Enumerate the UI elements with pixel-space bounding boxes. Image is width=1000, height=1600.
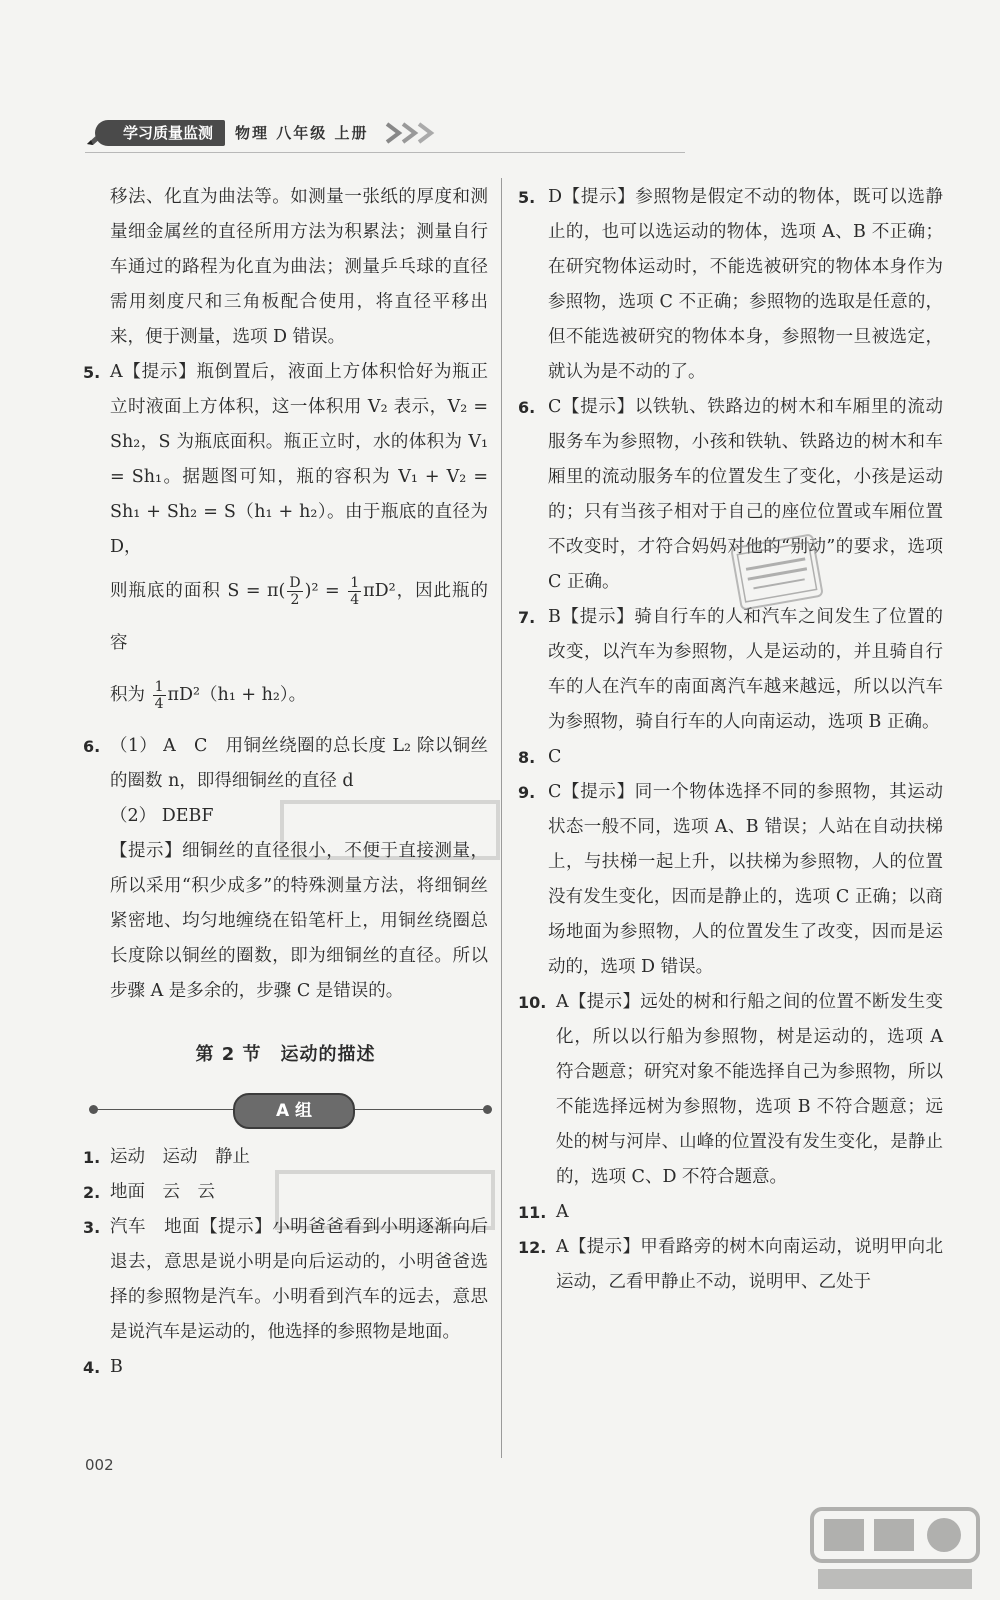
logo-icon [810,1505,980,1595]
answer-number: 6. [83,737,101,756]
answer-item [518,180,943,390]
page-number: 002 [85,1456,114,1474]
chevrons-icon [385,122,445,144]
answer-text: A【提示】甲看路旁的树木向南运动，说明甲向北运动，乙看甲静止不动，说明甲、乙处于 [556,1237,943,1292]
answer-item-5 [83,355,488,721]
continued-paragraph: 移法、化直为曲法等。如测量一张纸的厚度和测量细金属丝的直径所用方法为积累法；测量自行车通过的路程为化直为曲法；测量乒乓球的直径需用刻度尺和三角板配合使用，将直径平移出来，便于测量，选项 D 错误。 [110,187,488,347]
answer-text: 运动 运动 静止 [110,1147,250,1167]
answer-number: 7. [518,608,536,627]
answer-text: C【提示】以铁轨、铁路边的树木和车厢里的流动服务车为参照物，小孩和铁轨、铁路边的树木和车厢里的流动服务车的位置发生了变化，小孩是运动的；只有当孩子相对于自己的座位位置或车厢位置不改变时，才符合妈妈对他的“别动”的要求，选项 C 正确。 [548,397,943,592]
answer-formula-line: 则瓶底的面积 S = π( $\frac{D}{2}$ )² = $\frac{1}{4}$ πD²，因此瓶的容 [110,575,488,653]
answer-number: 5. [518,188,536,207]
answer-text: 地面 云 云 [110,1182,215,1202]
answer-number: 9. [518,783,536,802]
group-label: A 组 [233,1093,355,1129]
answer-item [518,985,943,1195]
answer-text: C [548,747,562,767]
section-title: 第 2 节 运动的描述 [195,1044,376,1065]
answer-item-6 [83,729,488,1009]
group-bar-dot [89,1105,98,1114]
answer-item [518,390,943,600]
answer-hint: 【提示】细铜丝的直径很小，不便于直接测量，所以采用“积少成多”的特殊测量方法，将细铜丝紧密地、均匀地缠绕在铅笔杆上，用铜丝绕圈总长度除以铜丝的圈数，即为细铜丝的直径。所以步骤 A 是多余的，步骤 C 是错误的。 [110,841,488,1001]
answer-item [83,1210,488,1350]
answer-item [518,1230,943,1300]
answer-text: A [556,1202,569,1222]
fraction-one-quarter: $\frac{1}{4}$ [350,575,360,608]
answer-item [518,775,943,985]
series-title: 学习质量监测 [95,120,225,146]
answer-number: 11. [518,1203,547,1222]
answer-item [518,740,943,775]
answer-number: 4. [83,1358,101,1377]
answer-text: （2） DEBF [110,806,214,826]
answer-number: 12. [518,1238,547,1257]
answer-number: 3. [83,1218,101,1237]
answer-number: 6. [518,398,536,417]
header-rule [85,152,685,153]
watermark-logo [810,1505,980,1595]
answer-number: 1. [83,1148,101,1167]
group-bar-dot [483,1105,492,1114]
stamp-icon [732,536,821,609]
answer-item [83,1350,488,1385]
answer-number: 8. [518,748,536,767]
answer-text: （1） A C 用铜丝绕圈的总长度 L₂ 除以铜丝的圈数 n，即得细铜丝的直径 d [110,736,488,791]
answer-text: 汽车 地面【提示】小明爸爸看到小明逐渐向后退去，意思是说小明是向后运动的，小明爸爸选择的参照物是汽车。小明看到汽车的远去，意思是说汽车是运动的，他选择的参照物是地面。 [110,1217,488,1342]
answer-text: A【提示】远处的树和行船之间的位置不断发生变化，所以以行船为参照物，树是运动的，选项 A 符合题意；研究对象不能选择自己为参照物，所以不能选择远树为参照物，选项 B 不符合题意；远处的树与河岸、山峰的位置没有发生变化，是静止的，选项 C、D 不符合题意。 [556,992,943,1187]
answer-text: A【提示】瓶倒置后，液面上方体积恰好为瓶正立时液面上方体积，这一体积用 V₂ 表示，V₂ = Sh₂，S 为瓶底面积。瓶正立时，水的体积为 V₁ = Sh₁。据题图可知，瓶的容积为 V₁ + V₂ = Sh₁ + Sh₂ = S（h₁ + h₂）。由于瓶底的直径为 D， [110,362,488,557]
answer-text: D【提示】参照物是假定不动的物体，既可以选静止的，也可以选运动的物体，选项 A、B 不正确；在研究物体运动时，不能选被研究的物体本身作为参照物，选项 C 不正确；参照物的选取是任意的，但不能选被研究的物体本身，参照物一旦被选定，就认为是不动的了。 [548,187,943,382]
answer-number: 5. [83,363,101,382]
answer-formula-line: 积为 $\frac{1}{4}$ πD²（h₁ + h₂）。 [110,679,307,712]
answer-number: 2. [83,1183,101,1202]
stamp-mark [730,533,824,611]
right-column [518,180,943,1300]
answer-number: 10. [518,993,547,1012]
watermark-trace [280,800,500,860]
column-divider [501,178,502,1458]
group-bar [83,1090,488,1130]
fraction-one-quarter: $\frac{1}{4}$ [154,679,164,712]
subject-label: 物理 八年级 上册 [235,124,369,142]
fraction-d-over-2: $\frac{D}{2}$ [289,575,301,608]
page-header [85,116,445,150]
answer-text: B [110,1357,123,1377]
answer-item [518,1195,943,1230]
answer-list [518,180,943,1300]
answer-text: C【提示】同一个物体选择不同的参照物，其运动状态一般不同，选项 A、B 错误；人站在自动扶梯上，与扶梯一起上升，以扶梯为参照物，人的位置没有发生变化，因而是静止的，选项 C 正确；以商场地面为参照物，人的位置发生了改变，因而是运动的，选项 D 错误。 [548,782,943,977]
watermark-trace [275,1170,495,1230]
answer-item [518,600,943,740]
answer-text: B【提示】骑自行车的人和汽车之间发生了位置的改变，以汽车为参照物，人是运动的，并且骑自行车的人在汽车的南面离汽车越来越远，所以以汽车为参照物，骑自行车的人向南运动，选项 B 正确。 [548,607,943,732]
